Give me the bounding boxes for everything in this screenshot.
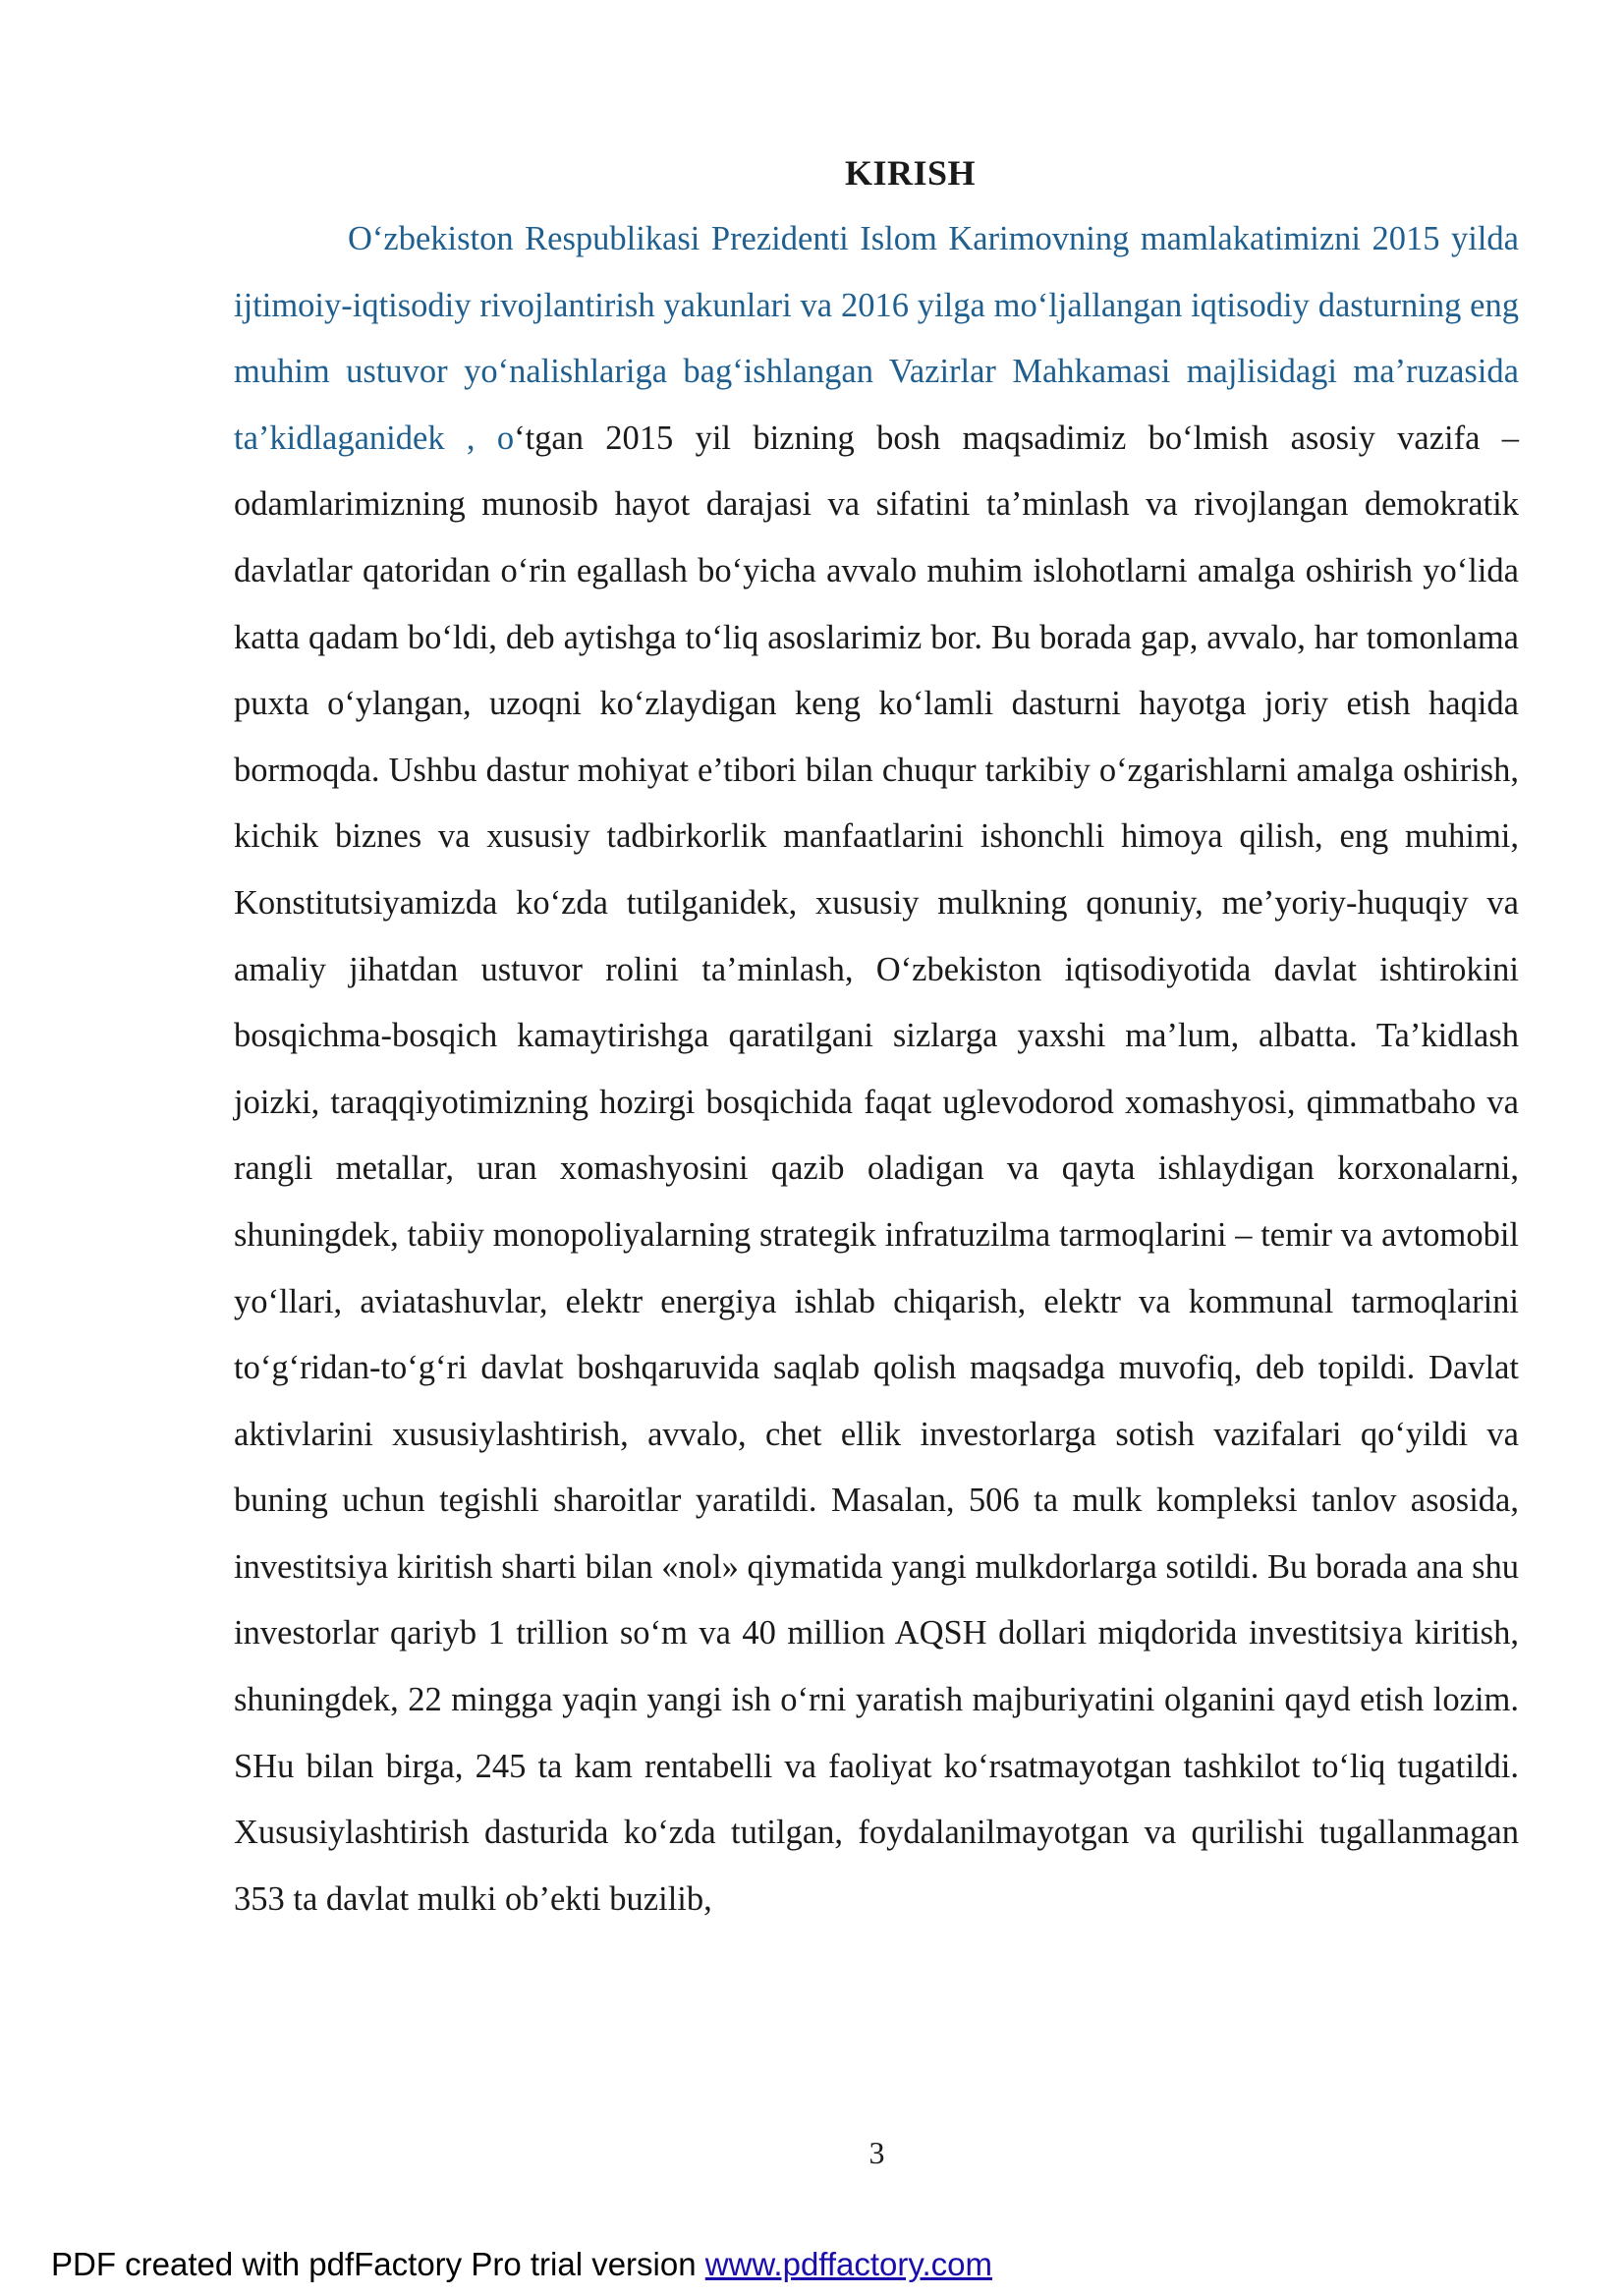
highlighted-lead-text: O‘zbekiston Respublikasi Prezidenti Islom Karimovning mamlakatimizni 2015 yilda ijtimoiy-iqtisodiy rivojlantirish yakunlari va 2016 yilga mo‘ljallangan iqtisodiy dasturning eng muhim ustuvor yo‘nalishlariga bag‘ishlangan Vazirlar Mahkamasi majlisidagi ma’ruzasida ta’kidlaganidek , o — [234, 220, 1519, 457]
page-number: 3 — [868, 2135, 885, 2170]
pdf-footer — [51, 2246, 992, 2283]
body-text — [234, 206, 1519, 1932]
pdffactory-link[interactable]: www.pdffactory.com — [704, 2246, 992, 2282]
paragraph-text: ‘tgan 2015 yil bizning bosh maqsadimiz bo‘lmish asosiy vazifa – odamlarimizning munosib hayot darajasi va sifatini ta’minlash va rivojlangan demokratik davlatlar qatoridan o‘rin egallash bo‘yicha avvalo muhim islohotlarni amalga oshirish yo‘lida katta qadam bo‘ldi, deb aytishga to‘liq asoslarimiz bor. Bu borada gap, avvalo, har tomonlama puxta o‘ylangan, uzoqni ko‘zlaydigan keng ko‘lamli dasturni hayotga joriy etish haqida bormoqda. Ushbu dastur mohiyat e’tibori bilan chuqur tarkibiy o‘zgarishlarni amalga oshirish, kichik biznes va xususiy tadbirkorlik manfaatlarini ishonchli himoya qilish, eng muhimi, Konstitutsiyamizda ko‘zda tutilganidek, xususiy mulkning qonuniy, me’yoriy-huquqiy va amaliy jihatdan ustuvor rolini ta’minlash, O‘zbekiston iqtisodiyotida davlat ishtirokini bosqichma-bosqich kamaytirishga qaratilgani sizlarga yaxshi ma’lum, albatta. Ta’kidlash joizki, taraqqiyotimizning hozirgi bosqichida faqat uglevodorod xomashyosi, qimmatbaho va rangli metallar, uran xomashyosini qazib oladigan va qayta ishlaydigan korxonalarni, shuningdek, tabiiy monopoliyalarning strategik infratuzilma tarmoqlarini – temir va avtomobil yo‘llari, aviatashuvlar, elektr energiya ishlab chiqarish, elektr va kommunal tarmoqlarini to‘g‘ridan-to‘g‘ri davlat boshqaruvida saqlab qolish maqsadga muvofiq, deb topildi. Davlat aktivlarini xususiylashtirish, avvalo, chet ellik investorlarga sotish vazifalari qo‘yildi va buning uchun tegishli sharoitlar yaratildi. Masalan, 506 ta mulk kompleksi tanlov asosida, investitsiya kiritish sharti bilan «nol» qiymatida yangi mulkdorlarga sotildi. Bu borada ana shu investorlar qariyb 1 trillion so‘m va 40 million AQSH dollari miqdorida investitsiya kiritish, shuningdek, 22 mingga yaqin yangi ish o‘rni yaratish majburiyatini olganini qayd etish lozim. SHu bilan birga, 245 ta kam rentabelli va faoliyat ko‘rsatmayotgan tashkilot to‘liq tugatildi. Xususiylashtirish dasturida ko‘zda tutilgan, foydalanilmayotgan va qurilishi tugallanmagan 353 ta davlat mulki ob’ekti buzilib, — [234, 419, 1519, 1918]
paragraph — [234, 206, 1519, 1932]
footer-text: PDF created with pdfFactory Pro trial version — [51, 2246, 705, 2282]
page-title: KIRISH — [844, 153, 977, 193]
